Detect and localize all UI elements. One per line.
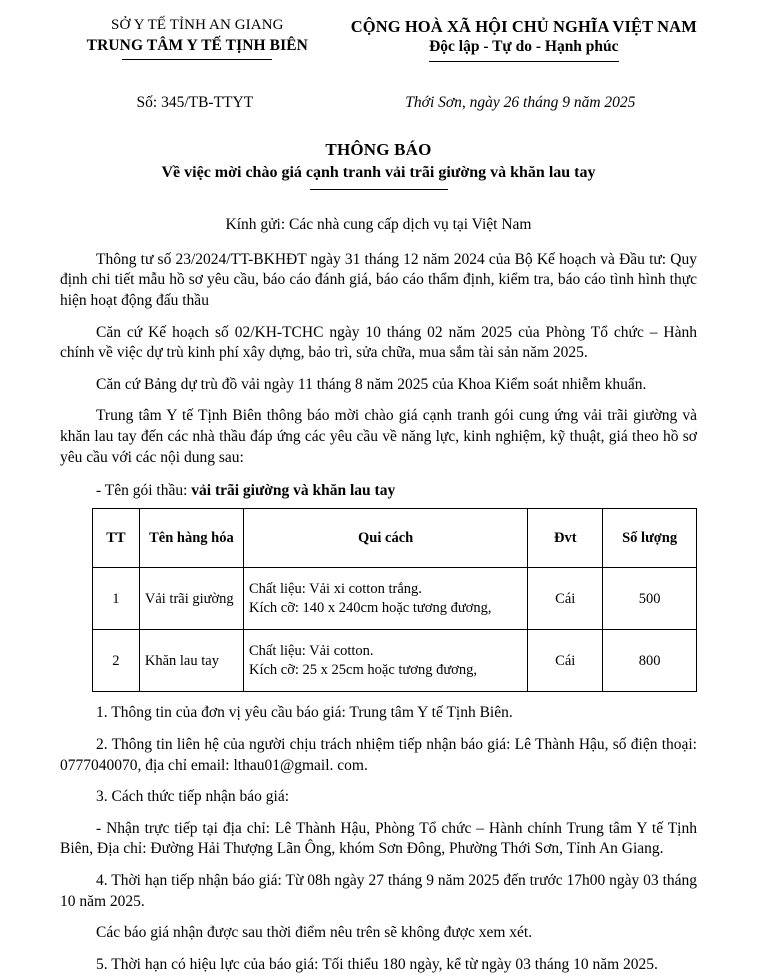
place-and-date: Thới Sơn, ngày 26 tháng 9 năm 2025: [405, 93, 636, 111]
column-header-name: Tên hàng hóa: [139, 509, 243, 568]
column-header-spec: Qui cách: [243, 509, 527, 568]
item-deadline: 4. Thời hạn tiếp nhận báo giá: Từ 08h ngày 27 tháng 9 năm 2025 đến trước 17h00 ngày 03 tháng 10 năm 2025.: [60, 872, 697, 910]
item-submission-address: - Nhận trực tiếp tại địa chỉ: Lê Thành Hậu, Phòng Tổ chức – Hành chính Trung tâm Y tế Tịnh Biên, Địa chỉ: Đường Hải Thượng Lãn Ông, khóm Sơn Đông, Phường Thới Sơn, Tỉnh An Giang.: [60, 819, 697, 858]
national-heading: [347, 16, 701, 62]
table-row: [93, 568, 697, 630]
document-meta-row: [60, 93, 697, 113]
item-requesting-unit: 1. Thông tin của đơn vị yêu cầu báo giá: Trung tâm Y tế Tịnh Biên.: [96, 704, 513, 722]
motto-underline: [429, 61, 619, 62]
organization-name: TRUNG TÂM Y TẾ TỊNH BIÊN: [86, 36, 308, 54]
table-header-row: [93, 509, 697, 568]
legal-basis-paragraph: Thông tư số 23/2024/TT-BKHĐT ngày 31 tháng 12 năm 2024 của Bộ Kế hoạch và Đầu tư: Quy định chi tiết mẫu hồ sơ yêu cầu, báo cáo đánh giá, báo cáo thẩm định, kiểm tra, báo cáo tình hình thực hiện hoạt động đấu thầu: [60, 250, 697, 309]
page-title: THÔNG BÁO: [325, 139, 432, 159]
column-header-tt: TT: [93, 509, 140, 568]
legal-basis-paragraph: Căn cứ Bảng dự trù đồ vải ngày 11 tháng 8 năm 2025 của Khoa Kiểm soát nhiễm khuẩn.: [96, 375, 647, 393]
package-name-label: - Tên gói thầu:: [96, 482, 192, 500]
organization-underline: [122, 59, 272, 60]
cell-quantity: 500: [603, 568, 697, 630]
recipient-line: Kính gửi: Các nhà cung cấp dịch vụ tại Việt Nam: [225, 215, 532, 233]
package-name-line: [60, 481, 697, 501]
national-motto: Độc lập - Tự do - Hạnh phúc: [429, 38, 619, 56]
spec-size: Kích cỡ: 140 x 240cm hoặc tương đương,: [248, 599, 492, 616]
goods-table: [92, 508, 697, 692]
table-row: [93, 630, 697, 692]
item-late-quote-note: Các báo giá nhận được sau thời điểm nêu trên sẽ không được xem xét.: [96, 924, 533, 942]
page-subtitle: Về việc mời chào giá cạnh tranh vải trãi giường và khăn lau tay: [161, 163, 596, 181]
title-underline: [310, 189, 448, 190]
document-header: [60, 16, 697, 62]
issuing-organization: [48, 16, 347, 60]
item-submission-method: 3. Cách thức tiếp nhận báo giá:: [96, 788, 290, 806]
cell-quantity: 800: [603, 630, 697, 692]
column-header-quantity: Số lượng: [603, 509, 697, 568]
item-contact-person: 2. Thông tin liên hệ của người chịu trách nhiệm tiếp nhận báo giá: Lê Thành Hậu, số điện thoại: 0777040070, địa chỉ email: lthau01@gmail. com.: [60, 735, 697, 774]
cell-tt: 1: [93, 568, 140, 630]
cell-spec: [243, 568, 527, 630]
column-header-unit: Đvt: [528, 509, 603, 568]
cell-name: Vải trãi giường: [139, 568, 243, 630]
document-title-block: [60, 139, 697, 190]
announcement-paragraph: Trung tâm Y tế Tịnh Biên thông báo mời chào giá cạnh tranh gói cung ứng vải trãi giường và khăn lau tay đến các nhà thầu đáp ứng các yêu cầu về năng lực, kinh nghiệm, kỹ thuật, giá theo hồ sơ yêu cầu với các nội dung sau:: [60, 407, 697, 466]
cell-spec: [243, 630, 527, 692]
spec-size: Kích cỡ: 25 x 25cm hoặc tương đương,: [248, 661, 477, 678]
cell-name: Khăn lau tay: [139, 630, 243, 692]
item-validity-period: 5. Thời hạn có hiệu lực của báo giá: Tối thiểu 180 ngày, kể từ ngày 03 tháng 10 năm 2025.: [96, 955, 658, 973]
spec-material: Chất liệu: Vải cotton.: [248, 643, 374, 660]
cell-unit: Cái: [528, 568, 603, 630]
document-number: Số: 345/TB-TTYT: [136, 93, 254, 111]
cell-unit: Cái: [528, 630, 603, 692]
legal-basis-paragraph: Căn cứ Kế hoạch số 02/KH-TCHC ngày 10 tháng 02 năm 2025 của Phòng Tổ chức – Hành chính về việc dự trù kinh phí xây dựng, bảo trì, sửa chữa, mua sắm tài sản năm 2025.: [60, 323, 697, 362]
country-name: CỘNG HOÀ XÃ HỘI CHỦ NGHĨA VIỆT NAM: [350, 17, 697, 36]
package-name-value: vải trãi giường và khăn lau tay: [191, 482, 396, 500]
cell-tt: 2: [93, 630, 140, 692]
parent-organization-name: SỞ Y TẾ TỈNH AN GIANG: [111, 17, 284, 33]
spec-material: Chất liệu: Vải xi cotton trắng.: [248, 581, 422, 598]
